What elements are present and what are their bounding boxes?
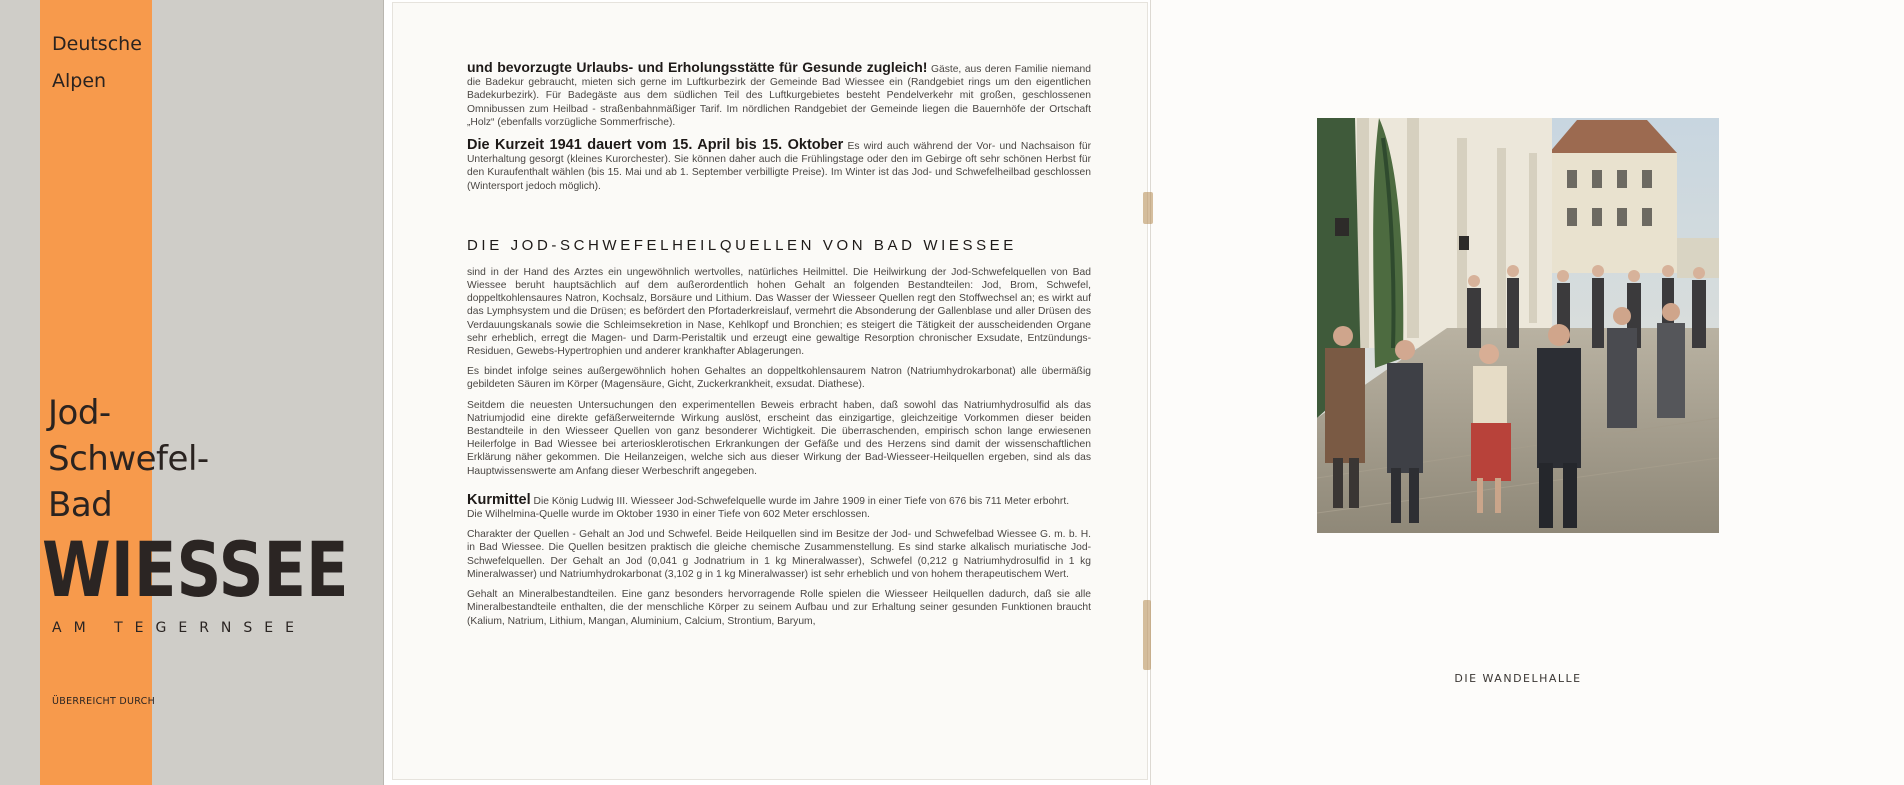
cover-main-title: WIESSEE xyxy=(42,525,349,614)
section-heading: DIE JOD-SCHWEFELHEILQUELLEN VON BAD WIESSEE xyxy=(467,236,1017,254)
season-lead: Die Kurzeit 1941 dauert vom 15. April bis 15. Oktober xyxy=(467,137,844,154)
cover-series-label xyxy=(52,26,142,100)
paragraph-wilhelmina: Die Wilhelmina-Quelle wurde im Oktober 1930 in einer Tiefe von 602 Meter erschlossen. xyxy=(467,509,870,521)
text-page xyxy=(392,2,1148,780)
paragraph-healing-effect: sind in der Hand des Arztes ein ungewöhnlich wertvolles, natürliches Heilmittel. Die Heilwirkung der Jod-Schwefelquellen von Bad Wiessee beruht hauptsächlich auf dem außerordentlich hohen Gehalt an folgenden Bestandteilen: Jod, Brom, Schwefel, doppeltkohlensaures Natron, Kochsalz, Borsäure und Lithium. Das Wasser der Wiesseer Quellen regt den Stoffwechsel an; es wirkt auf das Lymphsystem und die Drüsen; es befördert den Pfortaderkreislauf, vermehrt die Absonderung der Gallenblase und aller Drüsen des Verdauungskanals sowie die Schleimsekretion in Nase, Kehlkopf und Bronchien; es steigert die Tätigkeit der ausscheidenden Organe sehr erheblich, erregt die Magen- und Darm-Peristaltik und erzeugt eine gewaltige Resorption chronischer Exsudate, Entzündungs-Residuen, Gewebs-Hypertrophien und anderer krankhafter Ablagerungen. xyxy=(467,266,1091,358)
paragraph-intro-body: Gäste, aus deren Familie niemand die Badekur gebraucht, mieten sich gerne im Luftkurbezirk der Gemeinde Bad Wiessee ein (Randgebiet rings um den eigentlichen Badekurbezirk). Für Badegäste aus dem südlichen Teil des Luftkurgebietes besteht Pendelverkehr mit großen, geschlossenen Omnibussen zum Heilbad - straßenbahnmäßiger Tarif. Im nördlichen Randgebiet der Gemeinde liegen die Bauernhöfe der Ortschaft „Holz“ (ebenfalls vorzügliche Sommerfrische). xyxy=(467,64,1091,128)
photo-caption: DIE WANDELHALLE xyxy=(1454,672,1582,685)
cover-title xyxy=(48,390,209,528)
title-line-1: Jod- xyxy=(48,393,111,433)
kurmittel-body: Die König Ludwig III. Wiesseer Jod-Schwefelquelle wurde im Jahre 1909 in einer Tiefe von 676 bis 711 Meter erbohrt. xyxy=(533,495,1070,507)
series-line-2: Alpen xyxy=(52,70,107,92)
wandelhalle-illustration xyxy=(1317,118,1719,533)
binding-stain xyxy=(1143,600,1151,670)
kurmittel-lead: Kurmittel xyxy=(467,491,531,508)
paragraph-intro-lead: und bevorzugte Urlaubs- und Erholungsstätte für Gesunde zugleich! xyxy=(467,59,928,75)
paragraph-minerals: Gehalt an Mineralbestandteilen. Eine ganz besonders hervorragende Rolle spielen die Wiesseer Heilquellen dadurch, daß sie alle Mineralbestandteile enthalten, die der menschliche Körper zu seinem Aufbau und zur Erhaltung seiner gesunden Funktionen braucht (Kalium, Natrium, Lithium, Mangan, Aluminium, Calcium, Strontium, Baryum, xyxy=(467,589,1091,627)
paragraph-intro xyxy=(467,61,1091,129)
paragraph-research: Seitdem die neuesten Untersuchungen den experimentellen Beweis erbracht haben, daß sowohl das Natriumhydrosulfid als das Natriumjodid eine direkte gefäßerweiternde Wirkung auslöst, erscheint das einzigartige, gleichzeitige Vorkommen dieser beiden Bestandteile in den Wiesseer Quellen von ganz besonderer Wichtigkeit. Die überraschenden, empirisch schon lange erwiesenen Heilerfolge in Bad Wiessee bei arteriosklerotischen Erkrankungen der Gefäße und des Herzens sind damit der wissenschaftlichen Erklärung näher gekommen. Die Heilanzeigen, welche sich aus dieser Wirkung der Bad-Wiesseer-Heilquellen ergeben, sind als das Hauptwissenswerte am Anfang dieser Werbeschrift angegeben. xyxy=(467,399,1091,477)
paragraph-character: Charakter der Quellen - Gehalt an Jod und Schwefel. Beide Heilquellen sind im Besitze der Jod- und Schwefelbad Wiessee G. m. b. H. in Bad Wiessee. Die Quellen besitzen praktisch die gleiche chemische Zusammenstellung. Es sind starke alkalisch muriatische Jod-Schwefelquellen. Der Gehalt an Jod (0,041 g Jodnatrium in 1 kg Mineralwasser), Schwefel (0,212 g Natriumhydrosulfid in 1 kg Mineralwasser) und Natriumhydrokarbonat (3,102 g in 1 kg Mineralwasser) ist sehr erheblich und von hohem therapeutischem Wert. xyxy=(467,529,1091,580)
cover-subtitle: AM TEGERNSEE xyxy=(52,620,306,636)
wandelhalle-photo xyxy=(1317,118,1719,533)
title-line-2: Schwefel- xyxy=(48,439,209,479)
photo-page xyxy=(1150,0,1904,785)
binding-stain xyxy=(1143,192,1153,224)
paragraph-kurmittel xyxy=(467,491,1091,508)
text-column xyxy=(467,61,1091,635)
paragraph-natron: Es bindet infolge seines außergewöhnlich hohen Gehaltes an doppeltkohlensaurem Natron (Natriumhydrokarbonat) alle übermäßig gebildeten Säuren im Körper (Magensäure, Gicht, Zuckerkrankheit, exsudat. Diathese). xyxy=(467,366,1091,391)
season-body: Es wird auch während der Vor- und Nachsaison für Unterhaltung gesorgt (kleines Kurorchester). Sie können daher auch die Frühlingstage oder den im Gebirge oft sehr schönen Herbst für den Kuraufenthalt wählen (bis 15. Mai und ab 1. September verbilligte Preise). Im Winter ist das Jod- und Schwefelheilbad geschlossen (Wintersport jedoch möglich). xyxy=(467,141,1092,192)
series-line-1: Deutsche xyxy=(52,33,142,55)
cover-note: ÜBERREICHT DURCH xyxy=(52,696,156,707)
brochure-cover xyxy=(0,0,384,785)
paragraph-season xyxy=(467,139,1091,193)
title-line-3: Bad xyxy=(48,485,113,525)
